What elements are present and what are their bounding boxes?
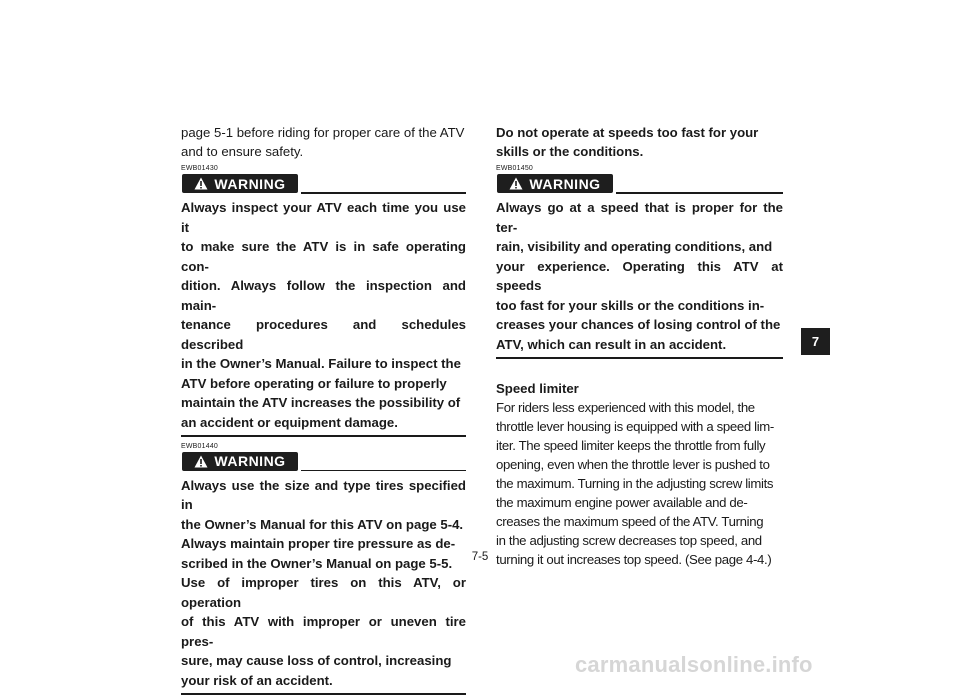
- warning-label: WARNING: [214, 175, 286, 192]
- chapter-tab: 7: [801, 328, 830, 355]
- warning-rule: [616, 192, 783, 194]
- warning-badge: [182, 452, 298, 471]
- warning-text: Always inspect your ATV each time you use it to make sure the ATV is in safe operating con- dition. Always follow the inspection and main- tenance procedures and schedules described in the Owner’s Manual. Failure to inspect the ATV before operating or failure to properly maintain the ATV increases the possibility of an accident or equipment damage.: [181, 200, 466, 430]
- speed-limiter-text: For riders less experienced with this model, the throttle lever housing is equipped with a speed lim- iter. The speed limiter keeps the throttle from fully opening, even when the throttle lever is pushed to the maximum. Turning in the adjusting screw limits the maximum engine power available and de- creases the maximum speed of the ATV. Turning in the adjusting screw decreases top speed, and turning it out increases top speed. (See page 4-4.): [496, 399, 774, 567]
- warning-end-rule: [181, 693, 466, 695]
- warning-header: [496, 173, 783, 195]
- speed-caution-text: Do not operate at speeds too fast for your skills or the conditions.: [496, 125, 759, 159]
- warning-label: WARNING: [214, 453, 286, 470]
- warning-header: [181, 173, 466, 195]
- warning-badge: [497, 174, 613, 193]
- warning-label: WARNING: [529, 175, 601, 192]
- warning-end-rule: [181, 435, 466, 437]
- intro-text: page 5-1 before riding for proper care of the ATV and to ensure safety.: [181, 125, 465, 159]
- warning-badge: [182, 174, 298, 193]
- warning-triangle-icon: [509, 177, 523, 190]
- warning-triangle-icon: [194, 177, 208, 190]
- warning-triangle-icon: [194, 455, 208, 468]
- watermark: carmanualsonline.info: [575, 652, 813, 677]
- warning-code: EWB01440: [181, 442, 219, 450]
- warning-rule: [301, 192, 466, 194]
- warning-text: Always use the size and type tires specified in the Owner’s Manual for this ATV on page 5-4. Always maintain proper tire pressure as de- scribed in the Owner’s Manual on page 5-5. Use of improper tires on this ATV, or operation of this ATV with improper or uneven tire pres- sure, may cause loss of control, increasing your risk of an accident.: [181, 477, 466, 688]
- warning-code: EWB01450: [496, 165, 534, 172]
- warning-header: [181, 451, 466, 473]
- warning-rule: [301, 470, 466, 472]
- warning-text: Always go at a speed that is proper for the ter- rain, visibility and operating conditions, and your experience. Operating this ATV at speeds too fast for your skills or the conditions in- creases your chances of losing control of the ATV, which can result in an accident.: [496, 200, 783, 352]
- warning-end-rule: [496, 357, 783, 359]
- left-column: [181, 123, 466, 695]
- right-column: [496, 123, 783, 569]
- warning-code: EWB01430: [181, 165, 219, 172]
- page-number: 7-5: [471, 551, 489, 563]
- section-heading: Speed limiter: [496, 380, 579, 396]
